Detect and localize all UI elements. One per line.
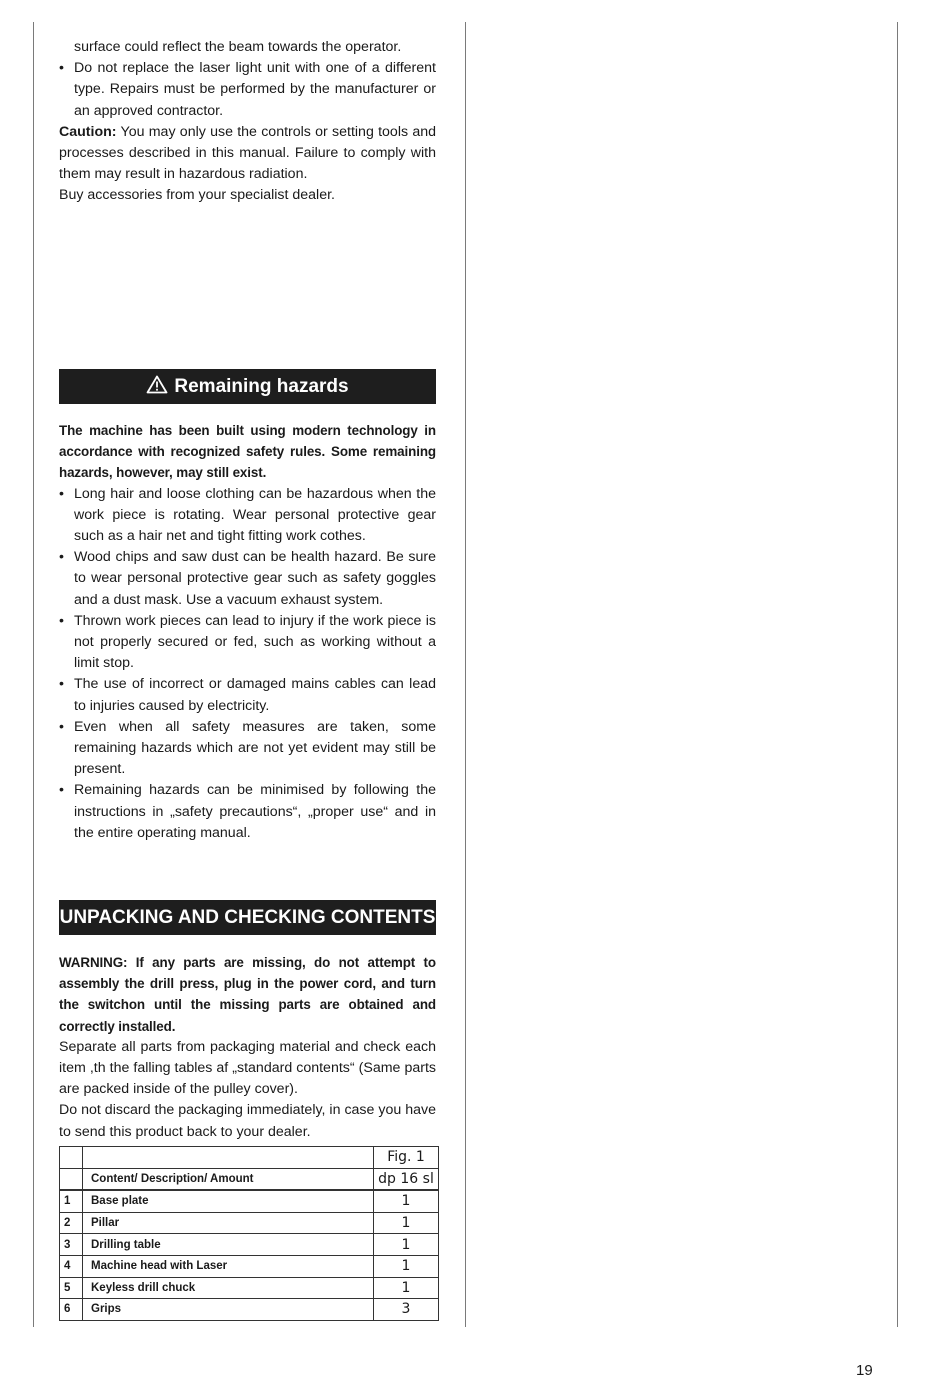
row-number: 6 [60, 1299, 83, 1321]
hazard-bullet: • Thrown work pieces can lead to injury if the work piece is not properly secured or fed, such as working without a limit stop. [59, 611, 436, 675]
remaining-hazards-heading [59, 369, 436, 404]
row-description: Grips [83, 1299, 374, 1321]
warning-triangle-icon [146, 371, 168, 406]
row-quantity: 1 [374, 1234, 439, 1256]
remaining-hazards-title: Remaining hazards [174, 376, 349, 397]
column-divider-rule [465, 22, 466, 1327]
table-row [60, 1277, 439, 1299]
unpacking-heading: UNPACKING AND CHECKING CONTENTS [59, 900, 436, 935]
table-row [60, 1190, 439, 1212]
caution-text: You may only use the controls or setting tools and processes described in this manual. Failure to comply with them may result in hazardous radiation. [59, 123, 436, 183]
caution-paragraph [59, 122, 436, 186]
row-number: 5 [60, 1277, 83, 1299]
laser-safety-continuation [59, 37, 436, 207]
row-number: 3 [60, 1234, 83, 1256]
unpacking-instructions: Separate all parts from packaging material and check each item ,th the falling tables af „standard contents“ (Same parts are packed inside of the pulley cover). [59, 1038, 436, 1098]
table-fig-row [60, 1147, 439, 1169]
column-header-model: dp 16 sl [374, 1168, 439, 1190]
column-header-description: Content/ Description/ Amount [83, 1168, 374, 1190]
table-cell-empty [60, 1168, 83, 1190]
row-number: 2 [60, 1212, 83, 1234]
unpacking-warning: WARNING: If any parts are missing, do not attempt to assembly the drill press, plug in the power cord, and turn the switchon until the missing parts are obtained and correctly installed. [59, 955, 436, 1034]
hazard-bullet: • Remaining hazards can be minimised by following the instructions in „safety precautions“, „proper use“ and in the entire operating manual. [59, 780, 436, 844]
right-margin-rule [897, 22, 898, 1327]
row-description: Pillar [83, 1212, 374, 1234]
left-margin-rule [33, 22, 34, 1327]
packaging-note: Do not discard the packaging immediately, in case you have to send this product back to your dealer. [59, 1102, 436, 1140]
contents-table [59, 1146, 439, 1321]
fig-label: Fig. 1 [374, 1147, 439, 1169]
hazards-intro: The machine has been built using modern technology in accordance with recognized safety rules. Some remaining hazards, however, may still exist. [59, 423, 436, 481]
remaining-hazards-body [59, 420, 436, 844]
table-header-row [60, 1168, 439, 1190]
table-cell-empty [60, 1147, 83, 1169]
table-row [60, 1299, 439, 1321]
hazard-bullet: • Long hair and loose clothing can be hazardous when the work piece is rotating. Wear personal protective gear such as a hair net and tight fitting work cothes. [59, 484, 436, 548]
table-row [60, 1255, 439, 1277]
row-quantity: 1 [374, 1255, 439, 1277]
hazard-bullet: • Wood chips and saw dust can be health hazard. Be sure to wear personal protective gear such as safety goggles and a dust mask. Use a vacuum exhaust system. [59, 547, 436, 611]
row-quantity: 1 [374, 1277, 439, 1299]
page-number: 19 [856, 1362, 873, 1379]
caution-label: Caution: [59, 123, 117, 140]
row-description: Base plate [83, 1190, 374, 1212]
unpacking-body [59, 952, 436, 1143]
table-cell-empty [83, 1147, 374, 1169]
bullet-laser-unit: • Do not replace the laser light unit with one of a different type. Repairs must be performed by the manufacturer or an approved contractor. [59, 58, 436, 122]
continued-line: surface could reflect the beam towards the operator. [74, 39, 402, 55]
row-quantity: 1 [374, 1212, 439, 1234]
table-row [60, 1212, 439, 1234]
table-row [60, 1234, 439, 1256]
row-quantity: 1 [374, 1190, 439, 1212]
row-description: Drilling table [83, 1234, 374, 1256]
row-description: Machine head with Laser [83, 1255, 374, 1277]
row-number: 1 [60, 1190, 83, 1212]
row-number: 4 [60, 1255, 83, 1277]
hazard-bullet: • The use of incorrect or damaged mains cables can lead to injuries caused by electricity. [59, 674, 436, 716]
row-quantity: 3 [374, 1299, 439, 1321]
hazard-bullet: • Even when all safety measures are taken, some remaining hazards which are not yet evident may still be present. [59, 717, 436, 781]
row-description: Keyless drill chuck [83, 1277, 374, 1299]
accessories-note: Buy accessories from your specialist dealer. [59, 187, 335, 204]
